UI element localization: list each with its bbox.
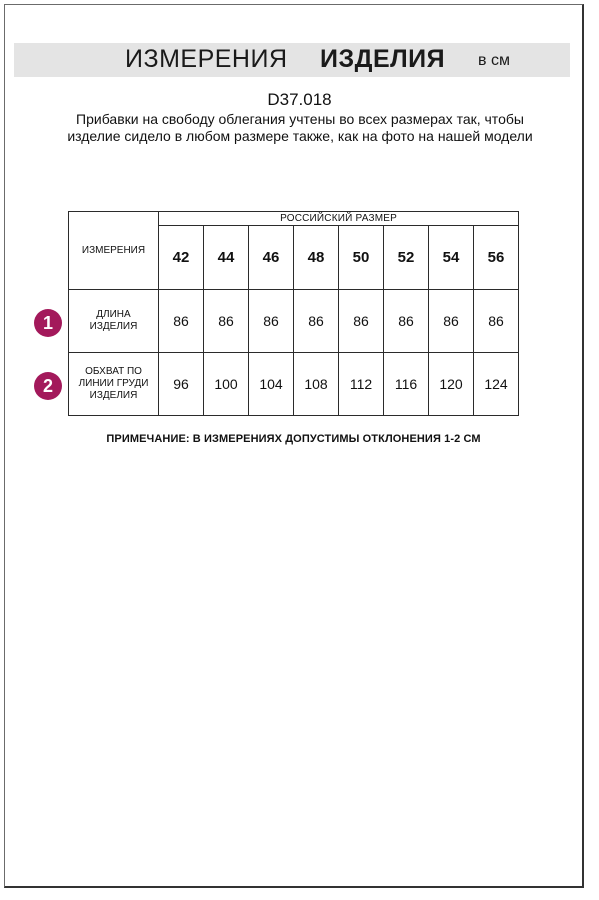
size-header: 56 xyxy=(474,226,519,290)
size-group-header: РОССИЙСКИЙ РАЗМЕР xyxy=(159,212,519,226)
table-cell: 86 xyxy=(384,290,429,353)
title-word-measurements: ИЗМЕРЕНИЯ xyxy=(125,45,288,73)
table-cell: 112 xyxy=(339,353,384,416)
size-header: 42 xyxy=(159,226,204,290)
number-badge-2: 2 xyxy=(34,372,62,400)
size-header: 48 xyxy=(294,226,339,290)
row-label-line: ОБХВАТ ПО xyxy=(85,366,142,377)
row-label-line: ИЗДЕЛИЯ xyxy=(89,390,138,401)
row-label-chest xyxy=(69,353,159,416)
table-cell: 104 xyxy=(249,353,294,416)
size-header: 54 xyxy=(429,226,474,290)
table-cell: 86 xyxy=(474,290,519,353)
size-header: 52 xyxy=(384,226,429,290)
table-cell: 124 xyxy=(474,353,519,416)
size-table xyxy=(68,211,519,416)
row-label-line: ЛИНИИ ГРУДИ xyxy=(78,378,149,389)
size-header: 46 xyxy=(249,226,294,290)
number-badge-1: 1 xyxy=(34,309,62,337)
unit-label: в см xyxy=(478,52,510,69)
page-title xyxy=(125,45,446,74)
table-cell: 86 xyxy=(159,290,204,353)
table-row-length xyxy=(69,290,519,353)
row-label-line: ДЛИНА xyxy=(96,309,131,320)
table-cell: 120 xyxy=(429,353,474,416)
table-cell: 96 xyxy=(159,353,204,416)
title-word-product: ИЗДЕЛИЯ xyxy=(320,45,446,73)
product-code: D37.018 xyxy=(267,90,332,109)
table-cell: 86 xyxy=(339,290,384,353)
tolerance-note: ПРИМЕЧАНИЕ: В ИЗМЕРЕНИЯХ ДОПУСТИМЫ ОТКЛОНЕНИЯ 1-2 СМ xyxy=(106,433,481,445)
table-row-chest xyxy=(69,353,519,416)
measurements-header: ИЗМЕРЕНИЯ xyxy=(69,212,159,290)
table-cell: 86 xyxy=(429,290,474,353)
size-header: 50 xyxy=(339,226,384,290)
table-cell: 116 xyxy=(384,353,429,416)
row-label-line: ИЗДЕЛИЯ xyxy=(89,321,138,332)
table-cell: 86 xyxy=(294,290,339,353)
fit-description: Прибавки на свободу облегания учтены во всех размерах так, чтобы изделие сидело в любом размере также, как на фото на нашей модели xyxy=(67,111,533,144)
row-label-length xyxy=(69,290,159,353)
table-cell: 100 xyxy=(204,353,249,416)
table-cell: 86 xyxy=(204,290,249,353)
size-header: 44 xyxy=(204,226,249,290)
table-cell: 86 xyxy=(249,290,294,353)
table-cell: 108 xyxy=(294,353,339,416)
